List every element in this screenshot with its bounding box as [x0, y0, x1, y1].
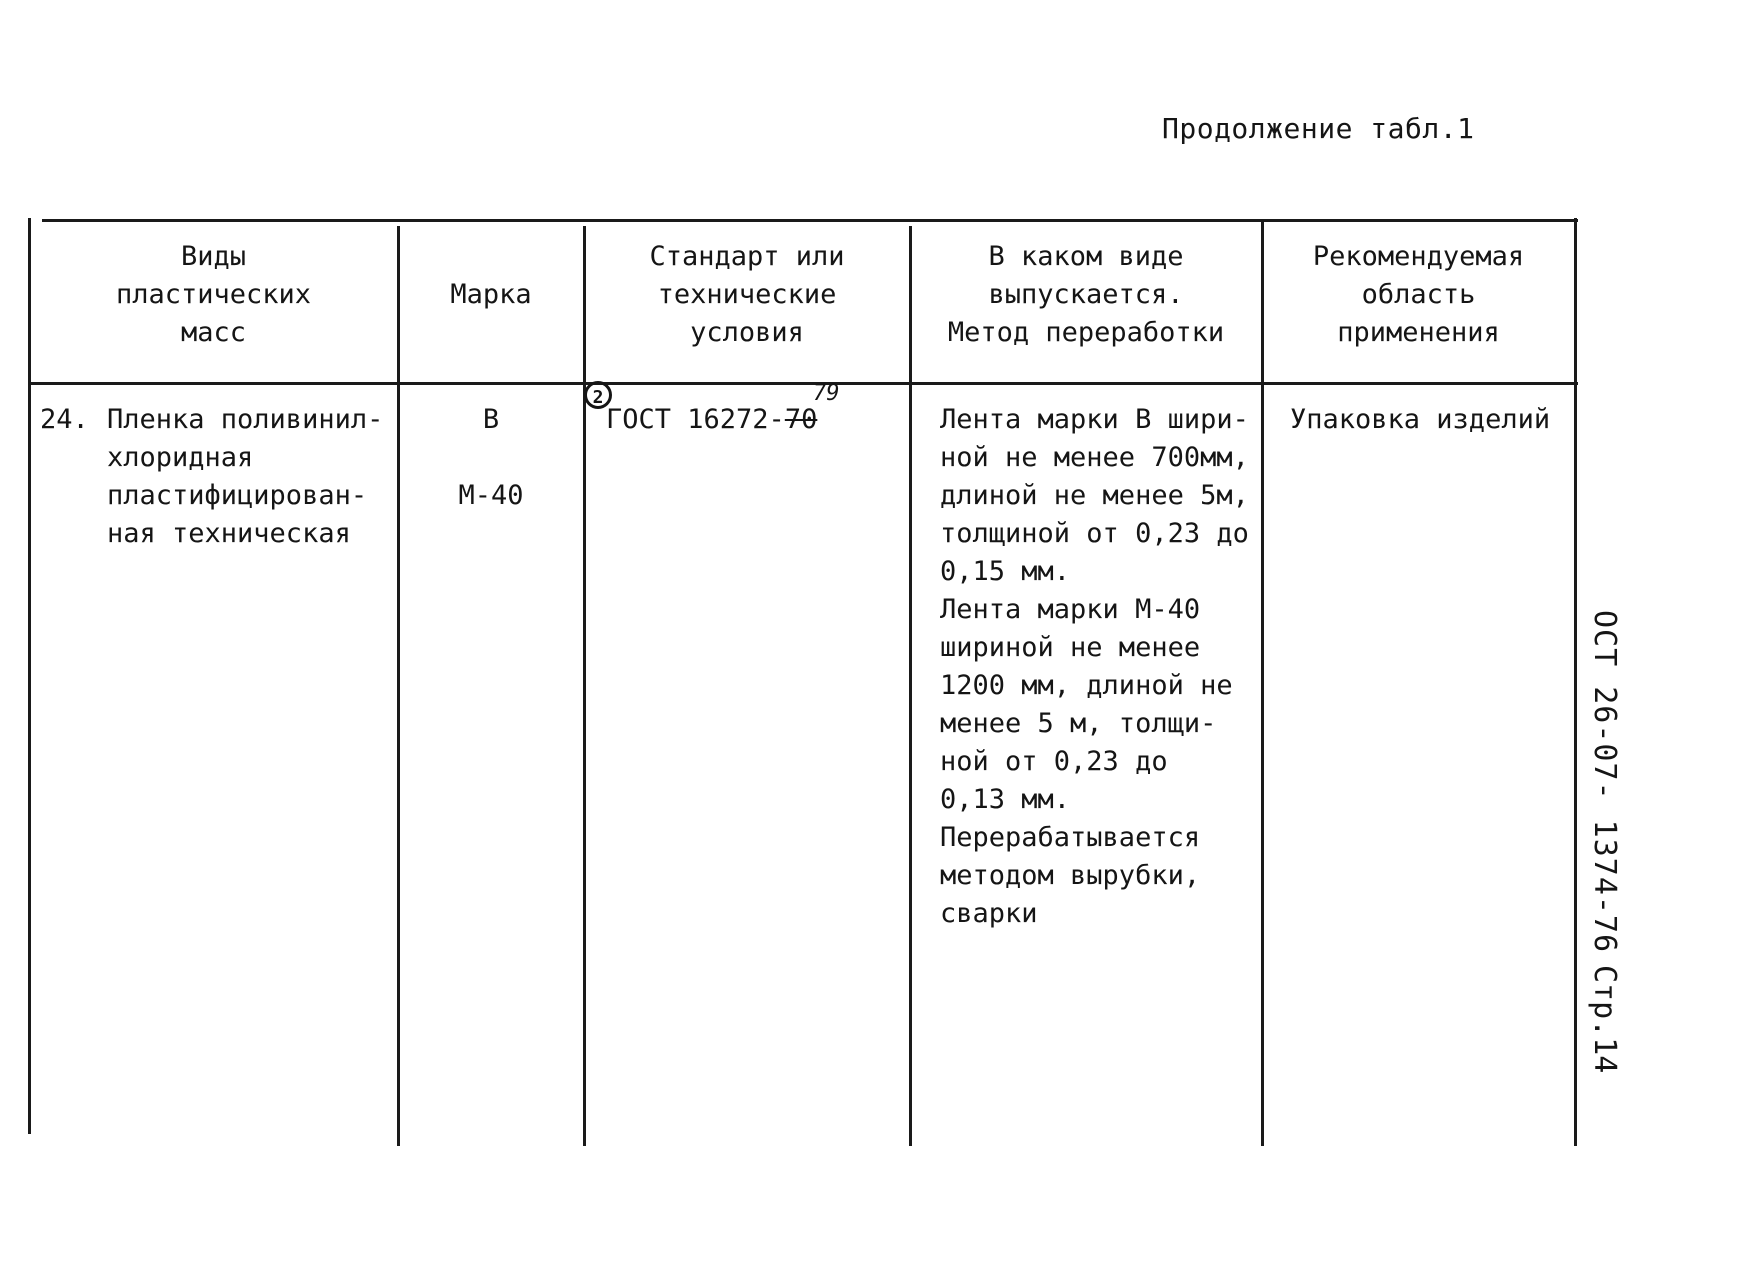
- row-number: 24.: [40, 404, 89, 435]
- table-right-border: [1574, 218, 1577, 1146]
- header-plastic-type: Виды пластических масс: [115, 241, 312, 348]
- column-divider-1: [397, 226, 400, 1146]
- standard-prefix: ГОСТ 16272-: [606, 404, 785, 435]
- column-divider-4: [1261, 222, 1264, 1146]
- header-application: Рекомендуемая область применения: [1312, 241, 1525, 348]
- standard-year-correction: 79: [813, 381, 840, 406]
- standard-old-year: 70: [784, 404, 818, 435]
- side-page-number: Стр.14: [1587, 965, 1622, 1074]
- side-document-code: ОСТ 26-07- 1374-76: [1587, 610, 1622, 954]
- table-top-border: [42, 219, 1578, 222]
- table-left-border: [28, 218, 31, 1134]
- amendment-circle-mark: 2: [584, 381, 612, 409]
- column-divider-3: [909, 226, 912, 1146]
- plastic-type: Пленка поливинил- хлоридная пластифицирован- ная техническая: [107, 404, 384, 549]
- form-method: Лента марки В шири- ной не менее 700мм, длиной не менее 5м, толщиной от 0,23 до 0,15 мм. Лента марки М-40 шириной не менее 1200 мм, длиной не менее 5 м, толщи- ной от 0,23 до 0,13 мм. Перерабатывается методом вырубки, сварки: [940, 404, 1249, 929]
- standard: [606, 401, 817, 439]
- application: Упаковка изделий: [1290, 404, 1551, 435]
- column-divider-2: [583, 226, 586, 1146]
- header-form-method: В каком виде выпускается. Метод переработки: [947, 241, 1225, 348]
- header-grade: Марка: [450, 279, 532, 310]
- continuation-label: Продолжение табл.1: [1162, 112, 1475, 145]
- grade: В М-40: [458, 404, 524, 511]
- header-bottom-border: [30, 382, 1578, 385]
- header-standard: Стандарт или технические условия: [649, 241, 845, 348]
